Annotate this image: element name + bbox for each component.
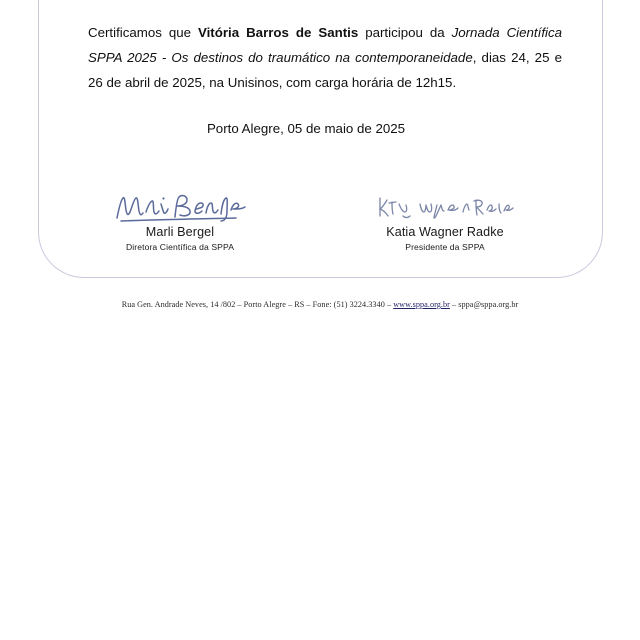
signature-block-right <box>330 190 560 252</box>
footer-website-link[interactable]: www.sppa.org.br <box>393 300 450 309</box>
event-dates: , dias 24, 25 e 26 de abril de 2025, <box>88 50 562 90</box>
handwritten-signature-icon-marli-bergel <box>105 190 255 224</box>
participant-name: Vitória Barros de Santis <box>197 25 359 40</box>
signatory-name-left: Marli Bergel <box>145 225 215 239</box>
event-venue-workload: na Unisinos, com carga horária de 12h15. <box>209 75 457 90</box>
handwritten-signature-icon-katia-wagner-radke <box>370 190 520 224</box>
certificate-body-text <box>88 20 562 95</box>
signatory-role-right: Presidente da SPPA <box>405 242 485 252</box>
body-verb-text: participou da <box>365 25 445 40</box>
signatory-name-right: Katia Wagner Radke <box>386 225 504 239</box>
signatory-role-left: Diretora Científica da SPPA <box>125 242 235 252</box>
footer-address: Rua Gen. Andrade Neves, 14 /802 – Porto Alegre – RS – Fone: (51) 3224.3340 – <box>121 300 394 309</box>
footer-separator: – <box>449 300 459 309</box>
footer-contact-line <box>0 300 640 309</box>
body-intro-text: Certificamos que <box>88 25 192 40</box>
place-and-date: Porto Alegre, 05 de maio de 2025 <box>206 121 406 136</box>
signature-block-left <box>65 190 295 252</box>
event-title: Jornada Científica SPPA 2025 - Os destinos do traumático na contemporaneidade <box>88 25 563 65</box>
footer-email[interactable]: sppa@sppa.org.br <box>458 300 519 309</box>
